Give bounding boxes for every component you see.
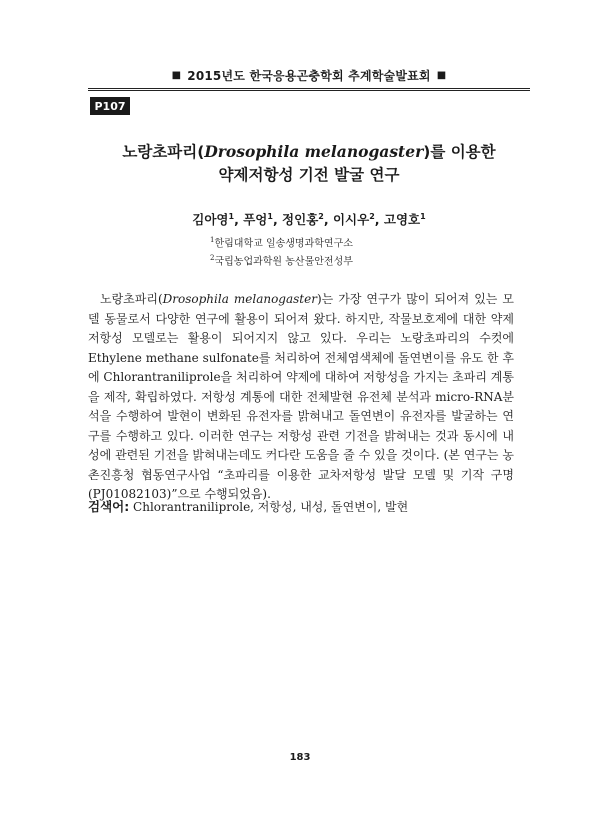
title-line-2: 약제저항성 기전 발굴 연구 <box>218 166 400 184</box>
author: 이시우$^2$, <box>332 211 384 227</box>
affiliations <box>210 233 510 270</box>
abstract-paragraph: 노랑초파리(Drosophila melanogaster)는 가장 연구가 많이 되어져 있는 모델 동물로서 다양한 연구에 활용이 되어져 왔다. 하지만, 작물보호제에 대한 약제 저항성 모델로는 활용이 되어지지 않고 있다. 우리는 노랑초파리의 수컷에 Ethylene methane sulfonate를 처리하여 전체염색체에 돌연변이를 유도 한 후에 Chlorantraniliprole을 처리하여 약제에 대하여 저항성을 가지는 초파리 계통을 제작, 확립하였다. 저항성 계통에 대한 전체발현 유전체 분석과 micro-RNA분석을 수행하여 발현이 변화된 유전자를 밝혀내고 돌연변이 유전자를 발굴하는 연구를 수행하고 있다. 이러한 연구는 저항성 관련 기전을 밝혀내는 것과 동시에 내성에 관련된 기전을 밝혀내는데도 커다란 도움을 줄 수 있을 것이다. (본 연구는 농촌진흥청 협동연구사업 “초파리를 이용한 교차저항성 발달 모델 및 기작 구명(PJ01082103)”으로 수행되었음). <box>88 292 514 501</box>
author: 김아영$^1$, <box>192 211 244 227</box>
square-bullet-icon: ■ <box>436 69 447 81</box>
title-line-1: 노랑초파리(Drosophila melanogaster)를 이용한 <box>122 142 496 161</box>
poster-id-badge: P107 <box>90 97 130 115</box>
paper-title <box>88 140 530 187</box>
affiliation: $^2$국립농업과학원 농산물안전성부 <box>210 254 353 268</box>
author-list <box>88 210 530 228</box>
header-divider <box>88 88 530 91</box>
keywords-text: Chlorantraniliprole, 저항성, 내성, 돌연변이, 발현 <box>129 500 409 514</box>
author: 푸엉$^1$, <box>243 211 283 227</box>
keywords <box>88 497 518 515</box>
square-bullet-icon: ■ <box>171 69 182 81</box>
running-header <box>88 64 530 86</box>
abstract <box>88 290 514 505</box>
keywords-label: 검색어: <box>88 499 130 514</box>
species-name: Drosophila melanogaster <box>162 292 317 306</box>
affiliation: $^1$한림대학교 일송생명과학연구소 <box>210 236 353 250</box>
author: 고영호$^1$ <box>383 211 426 227</box>
author: 정인홍$^2$, <box>282 211 333 227</box>
species-name: Drosophila melanogaster <box>204 142 424 161</box>
page-number: 183 <box>289 752 311 763</box>
conference-name: 2015년도 한국응용곤충학회 추계학술발표회 <box>187 68 431 83</box>
